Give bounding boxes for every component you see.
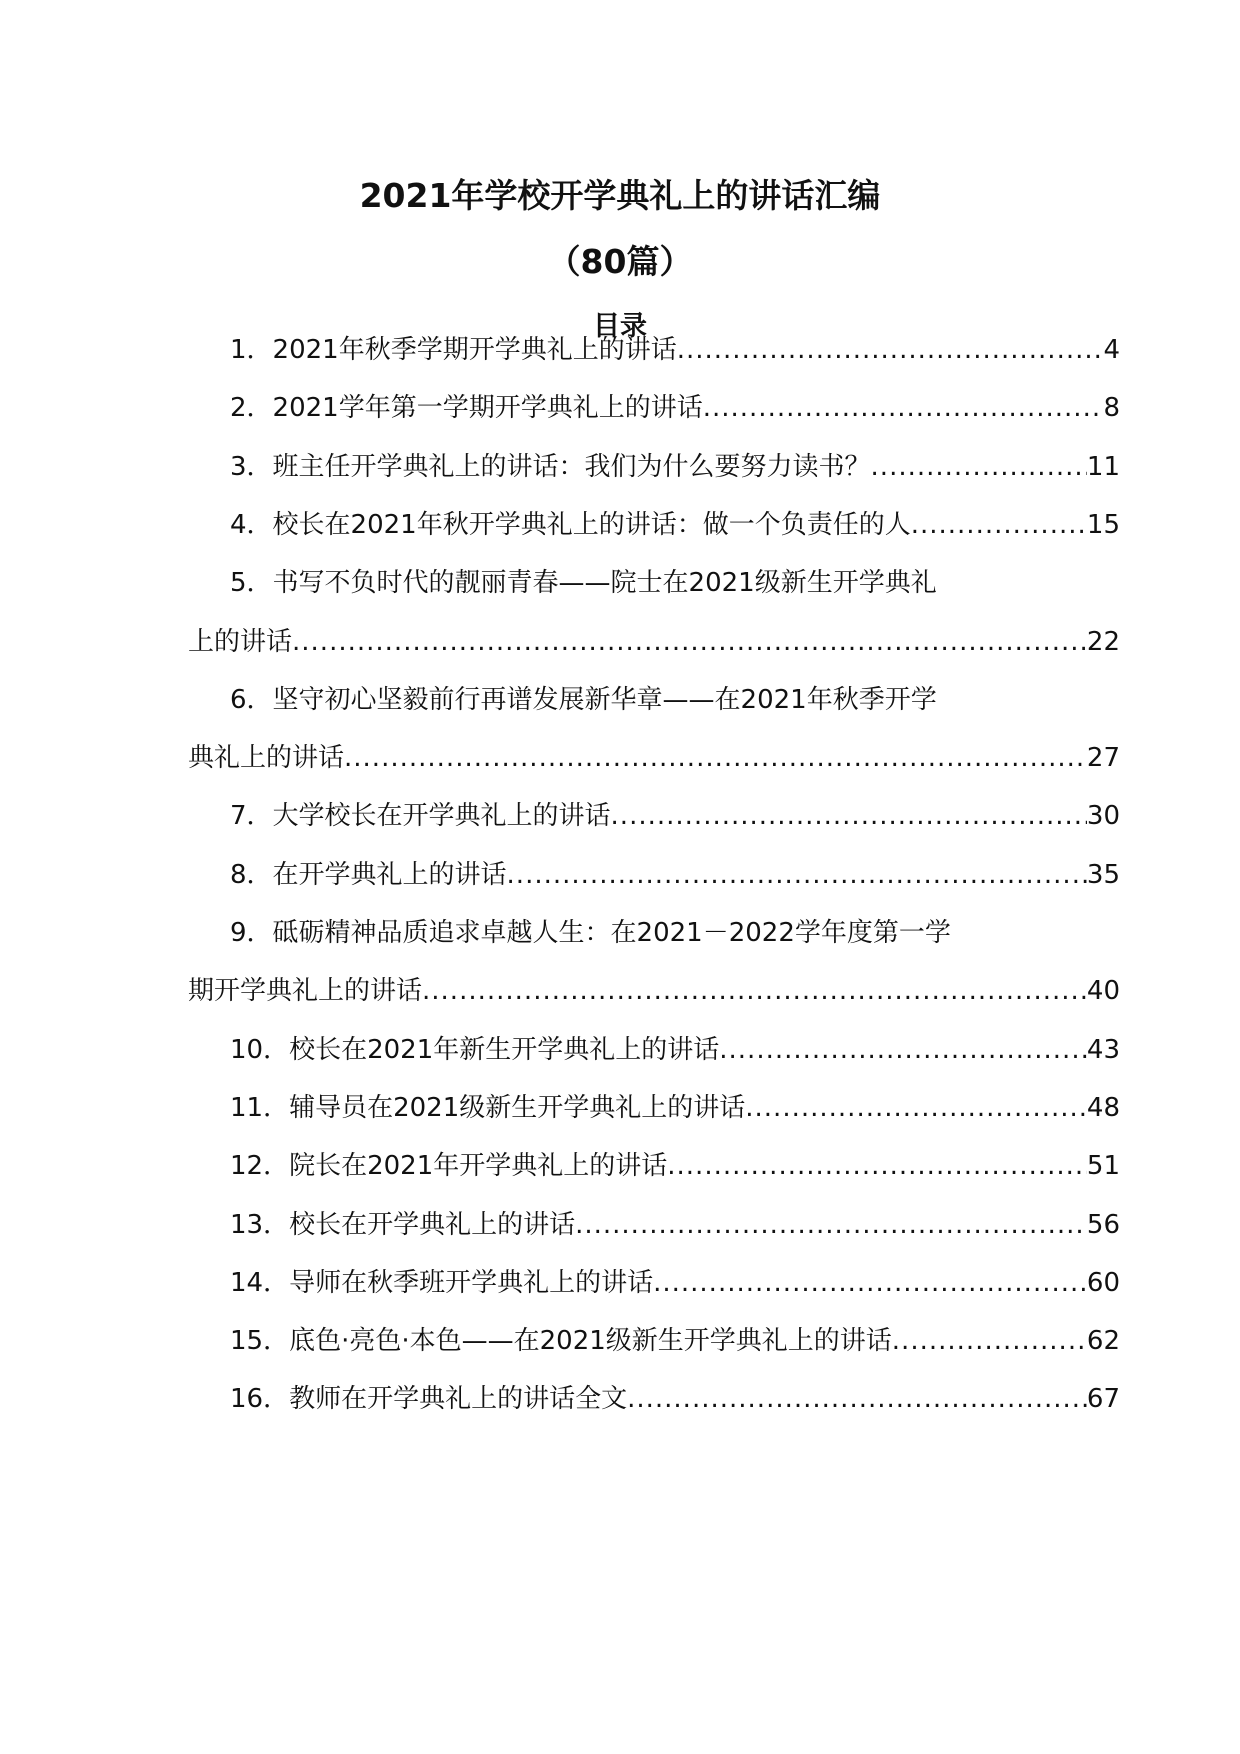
toc-entry-6 [188, 680, 1110, 720]
toc-entry-5-continued [188, 622, 1120, 662]
toc-entry-text: 4．校长在2021年秋开学典礼上的讲话：做一个负责任的人 [230, 510, 911, 540]
toc-entry-text: 7．大学校长在开学典礼上的讲话 [230, 801, 611, 831]
toc-leader-dots [911, 505, 1087, 545]
toc-entry-text: 2．2021学年第一学期开学典礼上的讲话 [230, 393, 703, 423]
toc-page-number: 56 [1086, 1210, 1120, 1240]
toc-entry-11 [188, 1088, 1120, 1128]
toc-entry-8 [188, 855, 1120, 895]
toc-leader-dots [745, 1088, 1087, 1128]
toc-entry-text-continued: 典礼上的讲话 [188, 743, 345, 773]
toc-page-number: 60 [1086, 1268, 1120, 1298]
toc-page-number: 8 [1103, 393, 1120, 423]
toc-entry-3 [188, 447, 1120, 487]
toc-entry-text: 10．校长在2021年新生开学典礼上的讲话 [230, 1035, 720, 1065]
toc-entry-7 [188, 796, 1120, 836]
toc-entry-10 [188, 1030, 1120, 1070]
toc-entry-14 [188, 1263, 1120, 1303]
toc-page-number: 4 [1103, 335, 1120, 365]
toc-leader-dots [344, 738, 1087, 778]
toc-entry-4 [188, 505, 1120, 545]
toc-leader-dots [575, 1205, 1087, 1245]
toc-entry-text: 11．辅导员在2021级新生开学典礼上的讲话 [230, 1093, 746, 1123]
toc-page-number: 48 [1086, 1093, 1120, 1123]
toc-leader-dots [677, 330, 1104, 370]
toc-page-number: 35 [1086, 860, 1120, 890]
toc-page-number: 62 [1086, 1326, 1120, 1356]
toc-entry-15 [188, 1321, 1120, 1361]
toc-leader-dots [627, 1379, 1087, 1419]
toc-entry-text: 16．教师在开学典礼上的讲话全文 [230, 1384, 628, 1414]
toc-entry-5 [188, 563, 1110, 603]
toc-entry-text-continued: 期开学典礼上的讲话 [188, 976, 423, 1006]
toc-entry-text-continued: 上的讲话 [188, 627, 293, 657]
toc-entry-16 [188, 1379, 1120, 1419]
toc-page-number: 27 [1086, 743, 1120, 773]
toc-page-number: 15 [1086, 510, 1120, 540]
toc-page-number: 43 [1086, 1035, 1120, 1065]
toc-entry-9-continued [188, 971, 1120, 1011]
toc-leader-dots [422, 971, 1087, 1011]
toc-page-number: 40 [1086, 976, 1120, 1006]
toc-entry-6-continued [188, 738, 1120, 778]
toc-entry-1 [188, 330, 1120, 370]
toc-entry-2 [188, 388, 1120, 428]
toc-entry-9 [188, 913, 1110, 953]
toc-page-number: 30 [1086, 801, 1120, 831]
toc-entry-12 [188, 1146, 1120, 1186]
toc-entry-text: 1．2021年秋季学期开学典礼上的讲话 [230, 335, 677, 365]
toc-entry-text: 6．坚守初心坚毅前行再谱发展新华章——在2021年秋季开学 [230, 685, 937, 715]
toc-heading: 目录 [593, 311, 647, 342]
toc-leader-dots [507, 855, 1087, 895]
toc-page-number: 11 [1086, 452, 1120, 482]
toc-entry-text: 8．在开学典礼上的讲话 [230, 860, 507, 890]
toc-leader-dots [292, 622, 1087, 662]
toc-entry-text: 14．导师在秋季班开学典礼上的讲话 [230, 1268, 654, 1298]
toc-leader-dots [667, 1146, 1087, 1186]
toc-entry-13 [188, 1205, 1120, 1245]
document-subtitle: （80篇） [547, 242, 693, 281]
toc-entry-text: 15．底色·亮色·本色——在2021级新生开学典礼上的讲话 [230, 1326, 892, 1356]
toc-leader-dots [892, 1321, 1087, 1361]
toc-page-number: 67 [1086, 1384, 1120, 1414]
toc-leader-dots [871, 447, 1087, 487]
toc-leader-dots [703, 388, 1104, 428]
toc-page-number: 22 [1086, 627, 1120, 657]
toc-entry-text: 9．砥砺精神品质追求卓越人生：在2021－2022学年度第一学 [230, 918, 951, 948]
toc-entry-text: 12．院长在2021年开学典礼上的讲话 [230, 1151, 668, 1181]
toc-entry-text: 5．书写不负时代的靓丽青春——院士在2021级新生开学典礼 [230, 568, 937, 598]
toc-entry-text: 13．校长在开学典礼上的讲话 [230, 1210, 576, 1240]
toc-page-number: 51 [1086, 1151, 1120, 1181]
toc-entry-text: 3．班主任开学典礼上的讲话：我们为什么要努力读书？ [230, 452, 871, 482]
toc-leader-dots [611, 796, 1087, 836]
toc-leader-dots [653, 1263, 1087, 1303]
toc-leader-dots [719, 1030, 1087, 1070]
document-title: 2021年学校开学典礼上的讲话汇编 [359, 176, 881, 215]
